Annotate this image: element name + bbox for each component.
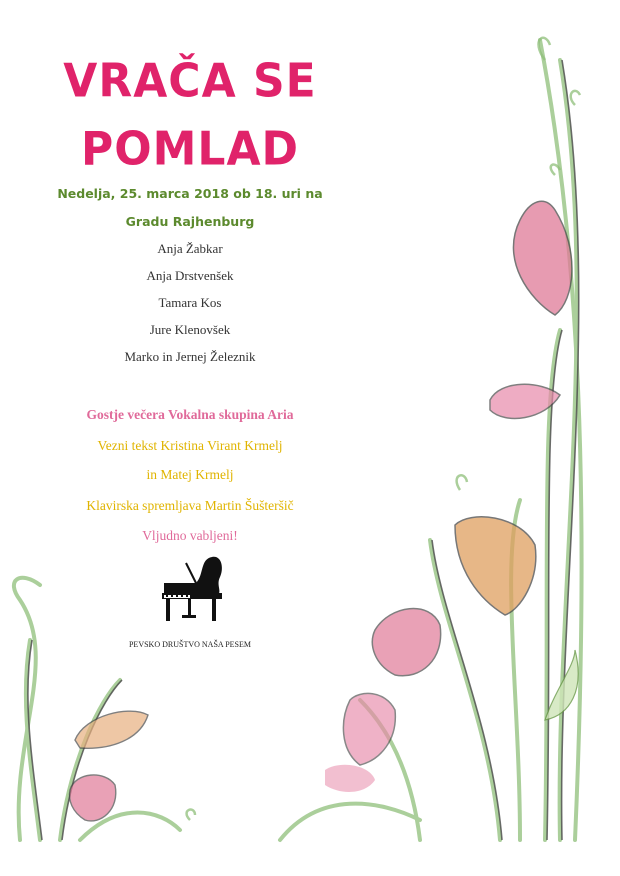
performer-2: Anja Drstvenšek: [146, 268, 234, 283]
grand-piano-icon: [156, 555, 226, 627]
invitation-line: Vljudno vabljeni!: [142, 528, 238, 543]
accompaniment-line: Klavirska spremljava Martin Šušteršič: [86, 498, 294, 513]
performer-1: Anja Žabkar: [157, 241, 223, 256]
event-venue: Gradu Rajhenburg: [125, 214, 255, 229]
society-name: PEVSKO DRUŠTVO NAŠA PESEM: [128, 640, 252, 649]
performer-5: Marko in Jernej Železnik: [124, 349, 256, 364]
host-line-1: Vezni tekst Kristina Virant Krmelj: [97, 438, 283, 453]
host-line-2: in Matej Krmelj: [146, 467, 234, 482]
title-line-1: VRAČA SE: [63, 54, 317, 109]
event-date: Nedelja, 25. marca 2018 ob 18. uri na: [57, 186, 323, 201]
performer-3: Tamara Kos: [158, 295, 222, 310]
guests-line: Gostje večera Vokalna skupina Aria: [86, 407, 294, 422]
performer-4: Jure Klenovšek: [149, 322, 231, 337]
title-line-2: POMLAD: [80, 122, 300, 177]
